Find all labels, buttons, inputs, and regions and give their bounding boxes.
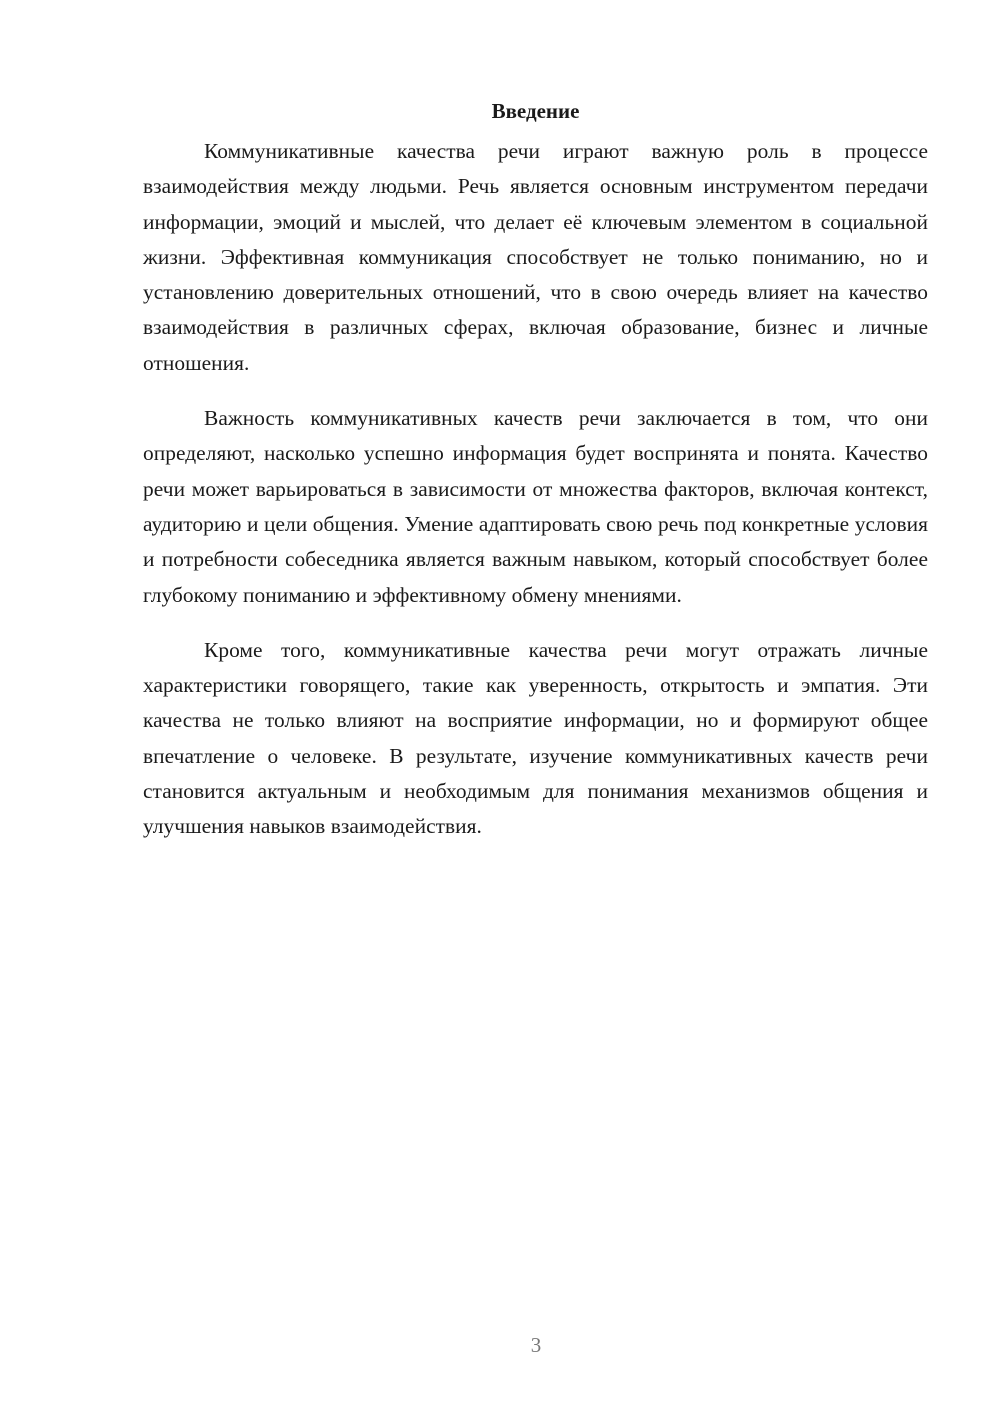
paragraph-3: Кроме того, коммуникативные качества речи могут отражать личные характеристики говорящего, такие как уверенность, открытость и эмпатия. Эти качества не только влияют на восприятие информации, но и формируют общее впечатление о человеке. В результате, изучение коммуникативных качеств речи становится актуальным и необходимым для понимания механизмов общения и улучшения навыков взаимодействия. — [143, 637, 928, 839]
paragraph-1: Коммуникативные качества речи играют важную роль в процессе взаимодействия между людьми. Речь является основным инструментом передачи информации, эмоций и мыслей, что делает её ключевым элементом в социальной жизни. Эффективная коммуникация способствует не только пониманию, но и установлению доверительных отношений, что в свою очередь влияет на качество взаимодействия в различных сферах, включая образование, бизнес и личные отношения. — [143, 139, 928, 375]
page-content — [143, 98, 928, 865]
paragraph-2: Важность коммуникативных качеств речи заключается в том, что они определяют, насколько успешно информация будет воспринята и понята. Качество речи может варьироваться в зависимости от множества факторов, включая контекст, аудиторию и цели общения. Умение адаптировать свою речь под конкретные условия и потребности собеседника является важным навыком, который способствует более глубокому пониманию и эффективному обмену мнениями. — [143, 406, 928, 607]
page-title: Введение — [491, 99, 580, 123]
page-number: 3 — [530, 1333, 542, 1357]
